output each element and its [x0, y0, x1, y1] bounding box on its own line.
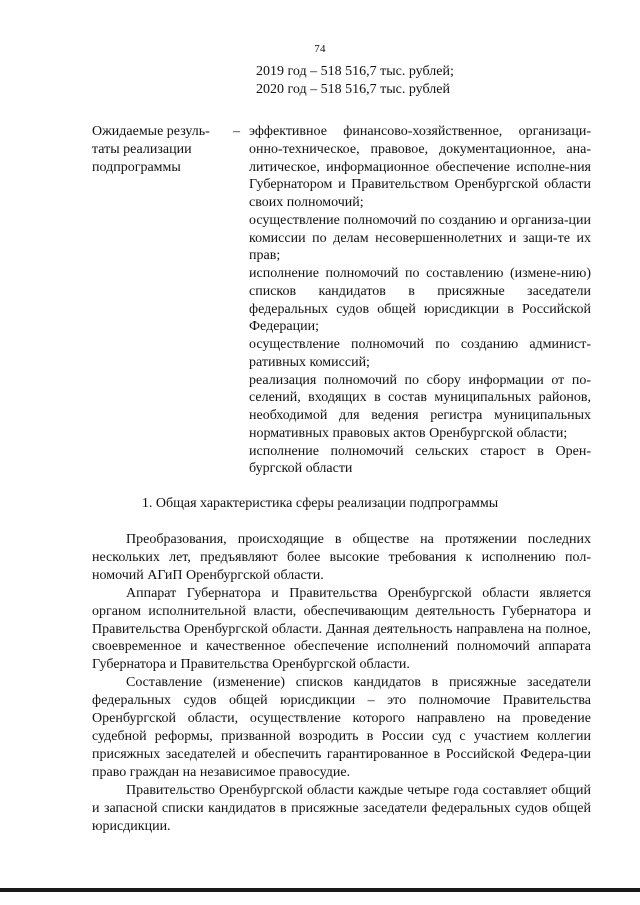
body-paragraph: Составление (изменение) списков кандидатов в присяжные заседатели федеральных судов общей юрисдикции – это полномочие Правительства Оренбургской области, осуществление которого направлено на проведение судебной реформы, призванной возродить в России суд с участием коллегии присяжных заседателей и обеспечить гарантированное в Российской Федера-ции право граждан на независимое правосудие.	[92, 675, 591, 780]
body-text	[92, 531, 591, 835]
section-heading: 1. Общая характеристика сферы реализации подпрограммы	[141, 496, 499, 511]
body-paragraph: Аппарат Губернатора и Правительства Оренбургской области является органом исполнительной власти, обеспечивающим деятельность Губернатора и Правительства Оренбургской области. Данная деятельность направлена на полное, своевременное и качественное обеспечение исполнений полномочий аппарата Губернатора и Правительства Оренбургской области.	[92, 585, 591, 673]
body-paragraph: Преобразования, происходящие в обществе на протяжении последних нескольких лет, предъявляют более высокие требования к исполнению пол-номочий АГиП Оренбургской области.	[92, 532, 591, 583]
body-paragraph: Правительство Оренбургской области каждые четыре года составляет общий и запасной списки кандидатов в присяжные заседатели федеральных судов общей юрисдикции.	[92, 782, 591, 834]
funding-2020: 2020 год – 518 516,7 тыс. рублей	[256, 82, 450, 97]
result-item: исполнение полномочий по составлению (измене-нию) списков кандидатов в присяжные заседатели федеральных судов общей юрисдикции в Российской Федерации;	[249, 266, 591, 335]
result-item: исполнение полномочий сельских старост в Орен-бургской области	[249, 443, 591, 477]
result-item: реализация полномочий по сбору информации от по-селений, входящих в состав муниципальных районов, необходимой для ведения регистра муниципальных нормативных правовых актов Оренбургской области;	[249, 372, 591, 441]
funding-2019: 2019 год – 518 516,7 тыс. рублей;	[256, 64, 454, 79]
bottom-scan-edge	[0, 888, 640, 892]
result-item: осуществление полномочий по созданию админист-ративных комиссий;	[249, 337, 591, 370]
result-item: эффективное финансово-хозяйственное, организаци-онно-техническое, правовое, документационное, ана-литическое, информационное обеспечение исполне-ния Губернатором и Правительством Оренбургской области своих полномочий;	[249, 124, 591, 210]
expected-results-dash: –	[233, 124, 240, 139]
funding-amounts	[256, 63, 454, 99]
page-number: 74	[314, 43, 326, 55]
expected-results-list	[249, 123, 591, 478]
expected-results-label: Ожидаемые резуль-таты реализации подпрограммы	[92, 124, 210, 175]
result-item: осуществление полномочий по созданию и организа-ции комиссии по делам несовершеннолетних и защи-те их прав;	[249, 212, 591, 264]
